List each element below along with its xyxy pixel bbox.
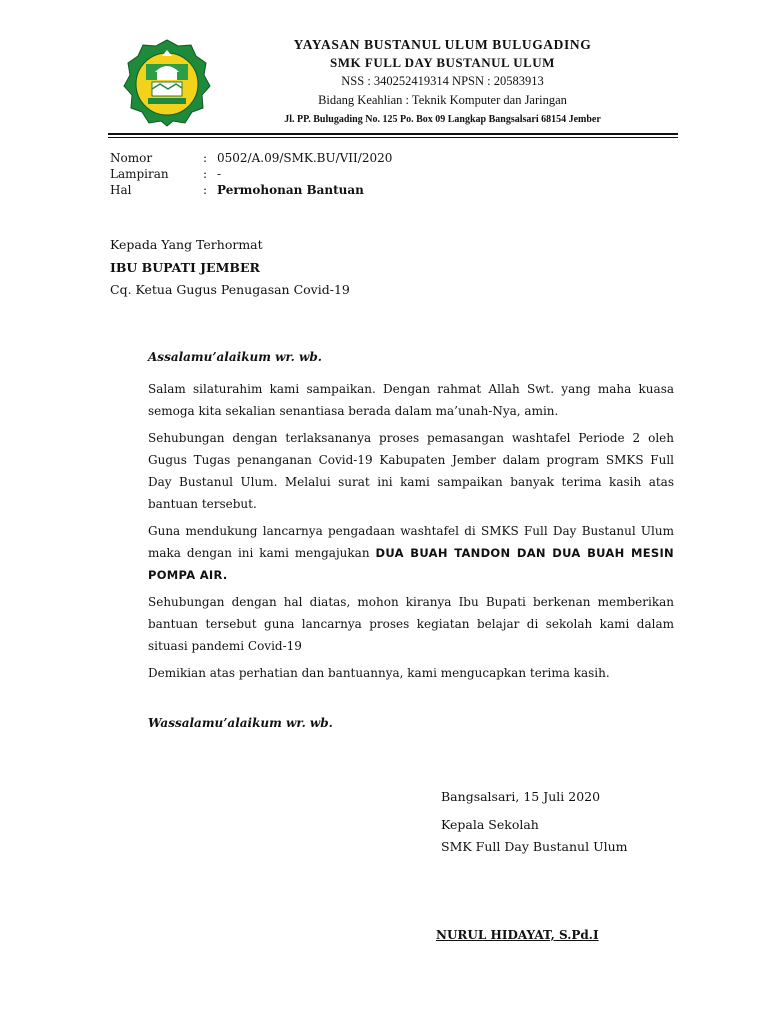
- meta-row-subject: [110, 182, 392, 198]
- meta-colon: :: [203, 167, 208, 181]
- meta-label: Hal: [110, 183, 132, 197]
- opening-greeting: Assalamu’alaikum wr. wb.: [148, 350, 322, 364]
- letterhead-divider-thin: [108, 137, 678, 138]
- signer-name: NURUL HIDAYAT, S.Pd.I: [436, 928, 599, 942]
- school-registry: NSS : 340252419314 NPSN : 20583913: [341, 74, 544, 88]
- meta-row-attachment: [110, 166, 392, 182]
- signer-position: Kepala Sekolah: [441, 817, 539, 832]
- recipient-block: [110, 234, 350, 302]
- place-date: Bangsalsari, 15 Juli 2020: [441, 789, 601, 804]
- letter-subject: Permohonan Bantuan: [217, 183, 364, 197]
- paragraph-3: [148, 520, 674, 586]
- letterhead: [215, 36, 670, 129]
- letter-number: 0502/A.09/SMK.BU/VII/2020: [217, 151, 393, 165]
- signature-block: [441, 786, 628, 858]
- meta-row-number: [110, 150, 392, 166]
- expertise-field: Bidang Keahlian : Teknik Komputer dan Jaringan: [318, 93, 567, 107]
- paragraph-3-lead: Guna mendukung lancarnya pengadaan washtafel di SMKS Full Day Bustanul Ulum maka dengan ini kami mengajukan: [148, 524, 674, 560]
- signer-institution: SMK Full Day Bustanul Ulum: [441, 839, 628, 854]
- paragraph-4: Sehubungan dengan hal diatas, mohon kiranya Ibu Bupati berkenan memberikan bantuan tersebut guna lancarnya proses kegiatan belajar di sekolah kami dalam situasi pandemi Covid-19: [148, 595, 674, 653]
- paragraph-2: Sehubungan dengan terlaksananya proses pemasangan washtafel Periode 2 oleh Gugus Tugas penanganan Covid-19 Kabupaten Jember dalam program SMKS Full Day Bustanul Ulum. Melalui surat ini kami sampaikan banyak terima kasih atas bantuan tersebut.: [148, 431, 674, 511]
- letterhead-divider-thick: [108, 133, 678, 135]
- closing-greeting: Wassalamu’alaikum wr. wb.: [148, 716, 333, 730]
- paragraph-1: Salam silaturahim kami sampaikan. Dengan rahmat Allah Swt. yang maha kuasa semoga kita sekalian senantiasa berada dalam ma’unah-Nya, amin.: [148, 382, 674, 418]
- attachment-value: -: [217, 167, 222, 181]
- foundation-name: YAYASAN BUSTANUL ULUM BULUGADING: [293, 37, 592, 52]
- requested-items: DUA BUAH TANDON DAN DUA BUAH MESIN POMPA AIR.: [148, 546, 674, 582]
- recipient-salutation: Kepada Yang Terhormat: [110, 237, 263, 252]
- school-name: SMK FULL DAY BUSTANUL ULUM: [330, 55, 555, 70]
- school-address: Jl. PP. Bulugading No. 125 Po. Box 09 Langkap Bangsalsari 68154 Jember: [284, 114, 601, 125]
- meta-colon: :: [203, 183, 208, 197]
- meta-label: Nomor: [110, 151, 153, 165]
- letter-meta: [110, 150, 392, 198]
- paragraph-5: Demikian atas perhatian dan bantuannya, kami mengucapkan terima kasih.: [148, 666, 610, 680]
- recipient-name: IBU BUPATI JEMBER: [110, 259, 260, 275]
- school-logo-icon: [122, 38, 212, 128]
- meta-colon: :: [203, 151, 208, 165]
- recipient-cq: Cq. Ketua Gugus Penugasan Covid-19: [110, 282, 350, 297]
- meta-label: Lampiran: [110, 167, 169, 181]
- letter-body: [148, 346, 674, 689]
